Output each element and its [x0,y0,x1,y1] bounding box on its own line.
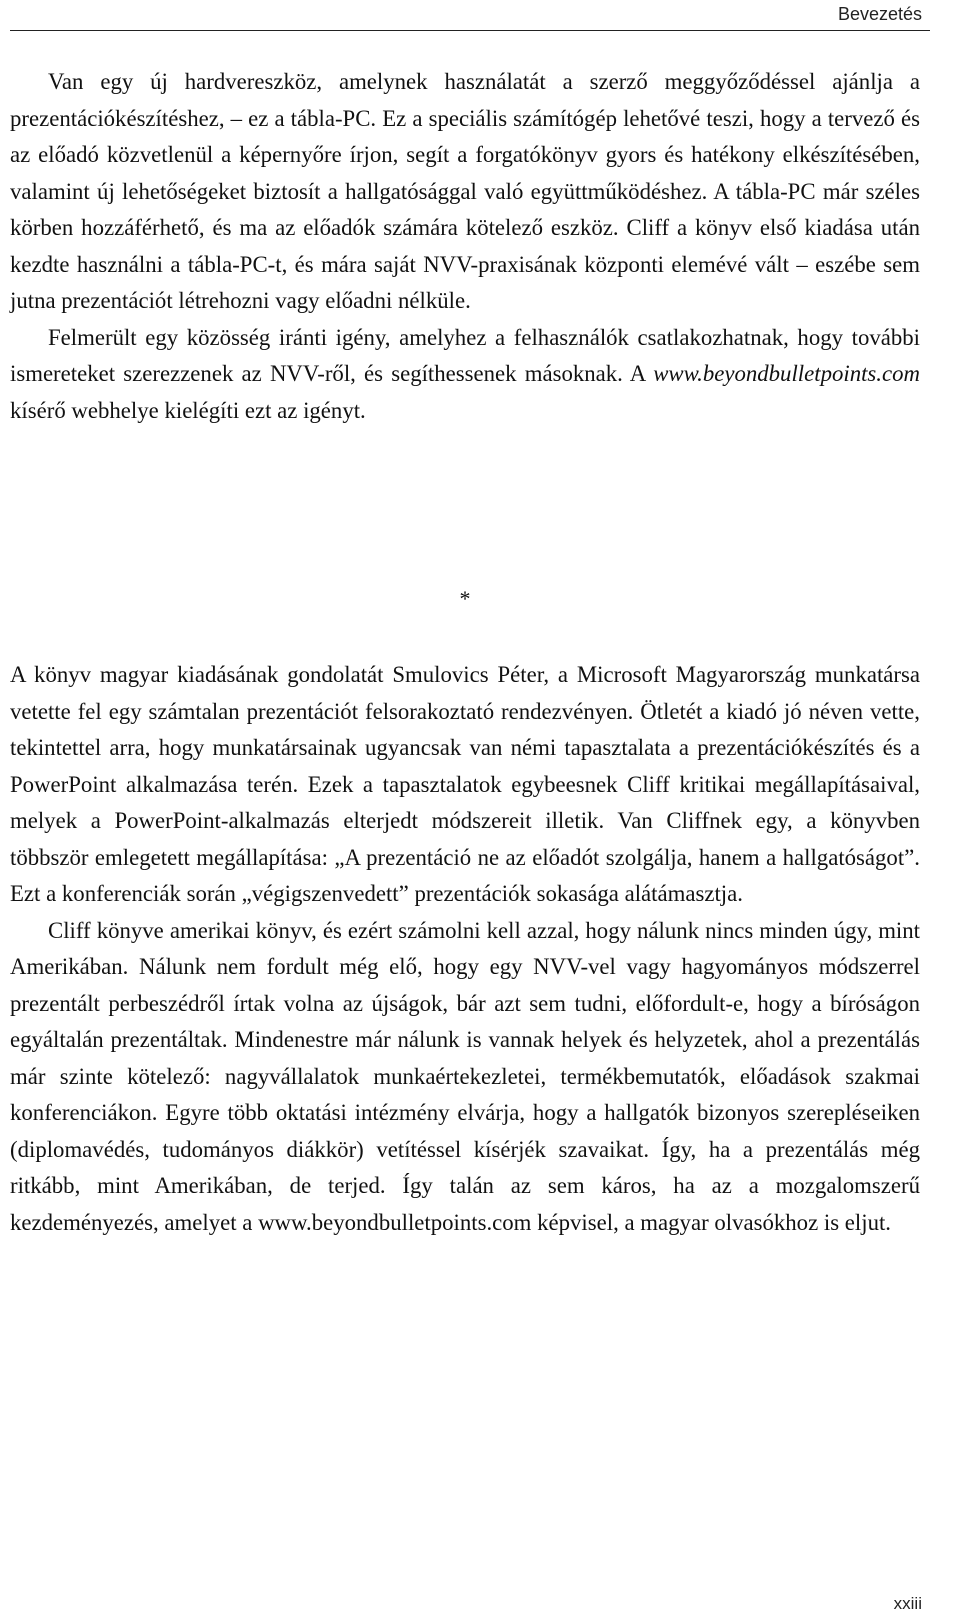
paragraph-hungarian-edition: A könyv magyar kiadásának gondolatát Smulovics Péter, a Microsoft Magyarország munkatársa vetette fel egy számtalan prezentációt felsorakoztató rendezvényen. Ötletét a kiadó jó néven vette, tekintettel arra, hogy munkatársainak ugyancsak van némi tapasztalata a prezentációkészítés és a PowerPoint alkalmazása terén. Ezek a tapasztalatok egybeesnek Cliff kritikai megállapításaival, melyek a PowerPoint-alkalmazás elterjedt módszereit illetik. Van Cliffnek egy, a könyvben többször emlegetett megállapítása: „A prezentáció ne az előadót szolgálja, hanem a hallgatóságot”. Ezt a konferenciák során „végigszenvedett” prezentációk sokasága alátámasztja. [10,662,920,906]
section-separator-asterisk: * [459,586,471,611]
intro-section [10,64,920,429]
running-head-title: Bevezetés [837,4,922,24]
paragraph-community-text-start: Felmerült egy közösség iránti igény, amelyhez a felhasználók csatlakozhatnak, hogy további ismereteket szerezzenek az NVV-ről, és segíthessenek másoknak. A [10,324,920,386]
website-link[interactable]: www.beyondbulletpoints.com [653,361,920,386]
hungarian-edition-section [10,657,920,1241]
header-rule [10,30,930,31]
page-number: xxiii [893,1594,922,1613]
paragraph-tablet-pc: Van egy új hardvereszköz, amelynek használatát a szerző meggyőződéssel ajánlja a prezentációkészítéshez, – ez a tábla-PC. Ez a speciális számítógép lehetővé teszi, hogy a tervező és az előadó közvetlenül a képernyőre írjon, segít a forgatókönyv gyors és hatékony elkészítésében, valamint új lehetőségeket biztosít a hallgatósággal való együttműködéshez. A tábla-PC már széles körben hozzáférhető, és ma az előadók számára kötelező eszköz. Cliff a könyv első kiadása után kezdte használni a tábla-PC-t, és mára saját NVV-praxisának központi elemévé vált – eszébe sem jutna prezentációt létrehozni vagy előadni nélküle. [10,69,920,313]
paragraph-community-text-end: kísérő webhelye kielégíti ezt az igényt. [10,397,366,423]
paragraph-community [10,320,920,430]
paragraph-american-book: Cliff könyve amerikai könyv, és ezért számolni kell azzal, hogy nálunk nincs minden úgy, mint Amerikában. Nálunk nem fordult még elő, hogy egy NVV-vel vagy hagyományos módszerrel prezentált perbeszédről írtak volna az újságok, bár azt sem tudni, előfordult-e, hogy a bíróságon egyáltalán prezentáltak. Mindenestre már nálunk is vannak helyek és helyzetek, ahol a prezentálás már szinte kötelező: nagyvállalatok munkaértekezletei, termékbemutatók, előadások szakmai konferenciákon. Egyre több oktatási intézmény elvárja, hogy a hallgatók bizonyos szerepléseiken (diplomavédés, tudományos diákkör) vetítéssel kísérjék szavaikat. Így, ha a prezentálás még ritkább, mint Amerikában, de terjed. Így talán az sem káros, ha az a mozgalomszerű kezdeményezés, amelyet a www.beyondbulletpoints.com képvisel, a magyar olvasókhoz is eljut. [10,917,920,1235]
